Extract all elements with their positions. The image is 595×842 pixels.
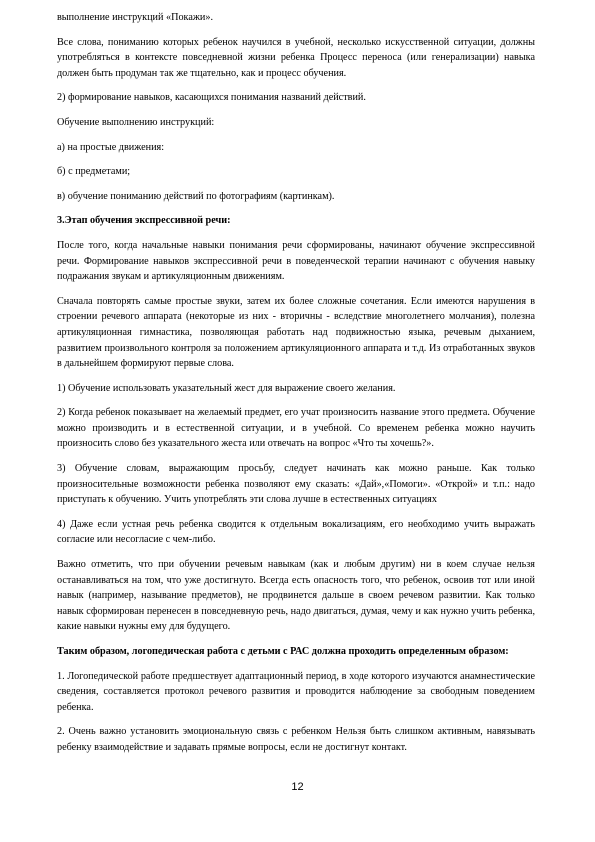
summary-heading: Таким образом, логопедическая работа с детьми с РАС должна проходить определенным образом: bbox=[57, 646, 509, 657]
page-number: 12 bbox=[291, 781, 304, 793]
paragraph-18: 2. Очень важно установить эмоциональную связь с ребенком Нельзя быть слишком активным, навязывать ребенку взаимодействие и задавать прямые вопросы, если не достигнут контакт. bbox=[57, 726, 535, 753]
paragraph-6: б) с предметами; bbox=[57, 166, 131, 178]
paragraph-3: 2) формирование навыков, касающихся понимания названий действий. bbox=[57, 92, 366, 104]
paragraph-5: а) на простые движения: bbox=[57, 141, 165, 153]
paragraph-10: Сначала повторять самые простые звуки, затем их более сложные сочетания. Если имеются нарушения в строении речевого аппарата (некоторые из них - вторичны - вследствие многолетнего молчания), полезна артикуляционная гимнастика, позволяющая работать над подвижностью языка, речевым дыханием, развитием произвольного контроля за положением артикуляционного аппарата и т.д. Из отработанных звуков в дальнейшем формируют первые слова. bbox=[57, 295, 535, 370]
paragraph-14: 4) Даже если устная речь ребенка сводится к отдельным вокализациям, его необходимо учить выражать согласие или несогласие с чем-либо. bbox=[57, 518, 535, 546]
paragraph-17: 1. Логопедической работе предшествует адаптационный период, в ходе которого изучаются анамнестические сведения, составляется протокол речевого развития и проводится наблюдение за свободным поведением ребенка. bbox=[57, 670, 535, 713]
paragraph-15: Важно отметить, что при обучении речевым навыкам (как и любым другим) ни в коем случае нельзя останавливаться на том, что уже достигнуто. Всегда есть опасность того, что ребенок, освоив тот или иной навык (например, называние предметов), не продвинется дальше в своем речевом развитии. Как только навык сформирован перенесен в повседневную речь, надо двигаться, думая, чему и как нужно учить ребенка, какие навыки нужны ему для будущего. bbox=[57, 559, 535, 633]
paragraph-12: 2) Когда ребенок показывает на желаемый предмет, его учат произносить название этого предмета. Обучение можно производить и в естественной ситуации, и в учебной. Со временем ребенка можно научить произносить слово без указательного жеста или отвечать на вопрос «Что ты хочешь?». bbox=[57, 407, 535, 450]
paragraph-1: выполнение инструкций «Покажи». bbox=[57, 12, 213, 23]
section-heading-expressive-speech: 3.Этап обучения экспрессивной речи: bbox=[57, 215, 231, 227]
paragraph-11: 1) Обучение использовать указательный жест для выражение своего желания. bbox=[57, 382, 396, 394]
paragraph-9: После того, когда начальные навыки понимания речи сформированы, начинают обучение экспрессивной речи. Формирование навыков экспрессивной речи в поведенческой терапии начинают с обучения навыку подражания звукам и артикуляционным движениям. bbox=[57, 239, 535, 283]
paragraph-7: в) обучение пониманию действий по фотографиям (картинкам). bbox=[57, 190, 335, 202]
document-body bbox=[57, 10, 535, 765]
paragraph-4: Обучение выполнению инструкций: bbox=[57, 116, 215, 128]
paragraph-2: Все слова, пониманию которых ребенок научился в учебной, несколько искусственной ситуации, должны употребляться в контексте повседневной жизни ребенка Процесс переноса (или генерализации) навыка должен быть продуман так же тщательно, как и процесс обучения. bbox=[57, 36, 535, 79]
paragraph-13: 3) Обучение словам, выражающим просьбу, следует начинать как можно раньше. Как только произносительные возможности ребенка позволяют ему сказать: «Дай»,«Помоги». «Открой» и т.п.: надо приступать к обучению. Учить употреблять эти слова лучше в естественных ситуациях bbox=[57, 463, 535, 506]
